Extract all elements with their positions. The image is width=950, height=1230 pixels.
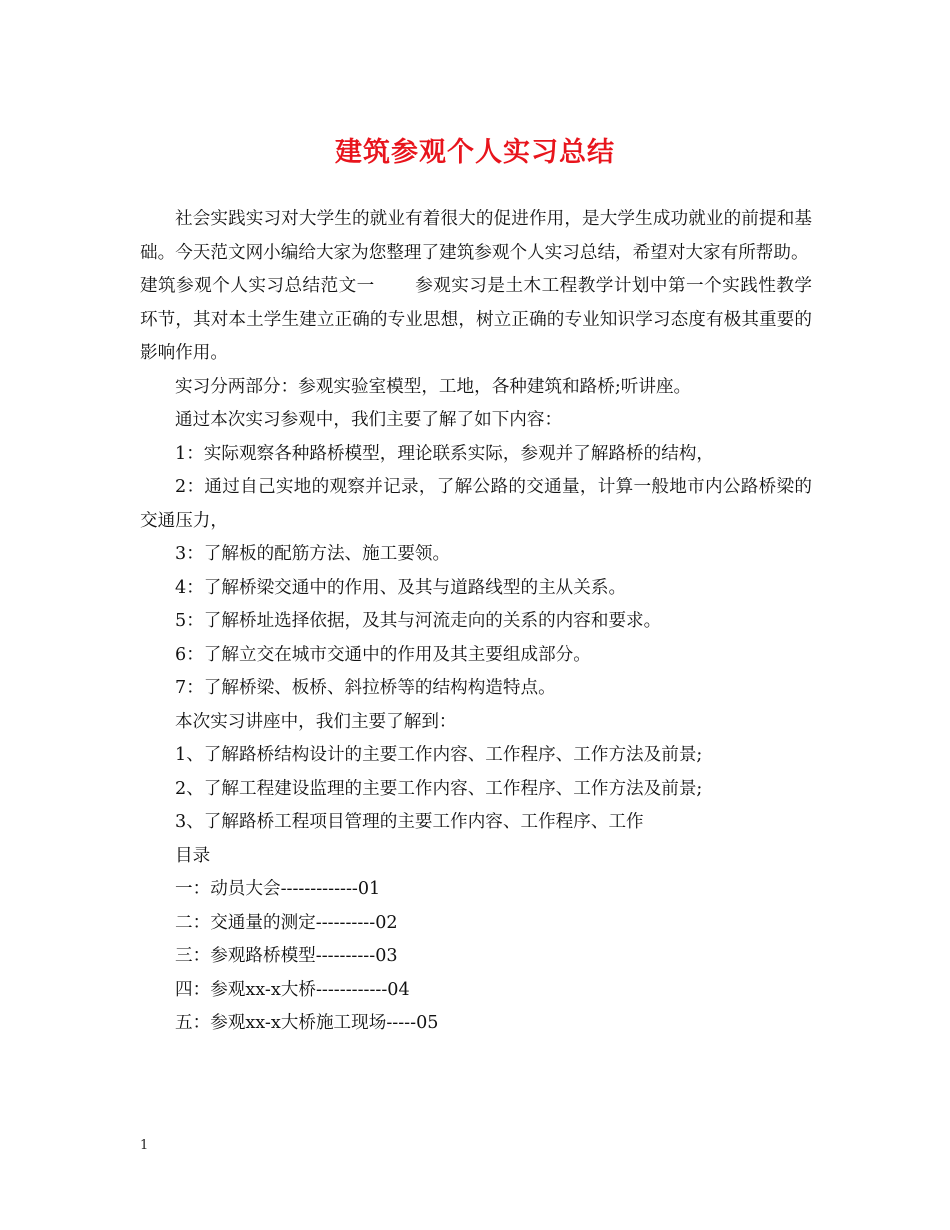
page-number: 1 <box>140 1138 149 1153</box>
learned-intro: 通过本次实习参观中，我们主要了解了如下内容： <box>175 410 563 430</box>
learned-item-2: 2：通过自己实地的观察并记录，了解公路的交通量，计算一般地市内公路桥梁的交通压力， <box>140 477 812 531</box>
toc-item-1: 一：动员大会-------------01 <box>175 879 381 899</box>
learned-item-6: 6：了解立交在城市交通中的作用及其主要组成部分。 <box>175 644 591 665</box>
toc-item-5: 五：参观xx-x大桥施工现场-----05 <box>175 1013 439 1033</box>
lecture-intro: 本次实习讲座中，我们主要了解到： <box>175 711 457 732</box>
intro-paragraph: 社会实践实习对大学生的就业有着很大的促进作用，是大学生成功就业的前提和基础。今天范文网小编给大家为您整理了建筑参观个人实习总结，希望对大家有所帮助。 <box>140 209 812 263</box>
toc-item-3: 三：参观路桥模型----------03 <box>175 946 398 966</box>
lecture-item-3: 3、了解路桥工程项目管理的主要工作内容、工作程序、工作 <box>175 812 644 832</box>
learned-item-7: 7：了解桥梁、板桥、斜拉桥等的结构构造特点。 <box>175 678 556 698</box>
toc-item-2: 二：交通量的测定----------02 <box>175 912 398 933</box>
lecture-item-2: 2、了解工程建设监理的主要工作内容、工作程序、工作方法及前景; <box>175 778 703 799</box>
parts-paragraph: 实习分两部分：参观实验室模型，工地，各种建筑和路桥;听讲座。 <box>175 376 692 397</box>
document-title: 建筑参观个人实习总结 <box>335 137 615 168</box>
learned-item-5: 5：了解桥址选择依据，及其与河流走向的关系的内容和要求。 <box>175 611 662 631</box>
section-paragraph <box>140 270 812 371</box>
toc-item-4: 四：参观xx-x大桥------------04 <box>175 979 410 1000</box>
document-body <box>140 203 812 1041</box>
learned-item-4: 4：了解桥梁交通中的作用、及其与道路线型的主从关系。 <box>175 577 627 598</box>
lecture-item-1: 1、了解路桥结构设计的主要工作内容、工作程序、工作方法及前景; <box>175 745 703 765</box>
learned-item-3: 3：了解板的配筋方法、施工要领。 <box>175 544 451 564</box>
section-heading: 建筑参观个人实习总结范文一 <box>140 276 375 296</box>
section-body: 参观实习是土木工程教学计划中第一个实践性教学环节，其对本土学生建立正确的专业思想，树立正确的专业知识学习态度有极其重要的影响作用。 <box>140 276 812 363</box>
toc-title: 目录 <box>175 845 211 866</box>
learned-item-1: 1：实际观察各种路桥模型，理论联系实际，参观并了解路桥的结构， <box>175 443 715 464</box>
